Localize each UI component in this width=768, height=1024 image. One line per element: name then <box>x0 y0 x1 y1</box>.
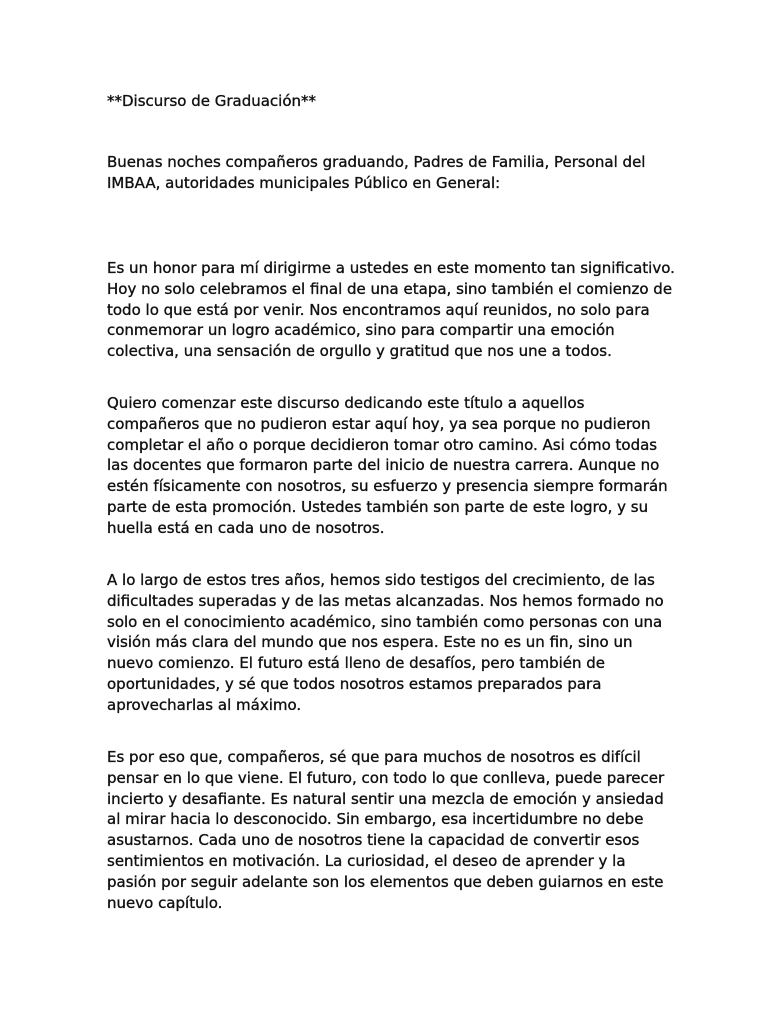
body-paragraph-1: Es un honor para mí dirigirme a ustedes en este momento tan significativo. Hoy no solo celebramos el final de una etapa, sino también el comienzo de todo lo que está por venir. Nos encontramos aquí reunidos, no solo para conmemorar un logro académico, sino para compartir una emoción colectiva, una sensación de orgullo y gratitud que nos une a todos. <box>107 259 675 361</box>
body-paragraph-4: Es por eso que, compañeros, sé que para muchos de nosotros es difícil pensar en lo que viene. El futuro, con todo lo que conlleva, puede parecer incierto y desafiante. Es natural sentir una mezcla de emoción y ansiedad al mirar hacia lo desconocido. Sin embargo, esa incertidumbre no debe asustarnos. Cada uno de nosotros tiene la capacidad de convertir esos sentimientos en motivación. La curiosidad, el deseo de aprender y la pasión por seguir adelante son los elementos que deben guiarnos en este nuevo capítulo. <box>107 748 665 912</box>
body-paragraph-2: Quiero comenzar este discurso dedicando este título a aquellos compañeros que no pudieron estar aquí hoy, ya sea porque no pudieron completar el año o porque decidieron tomar otro camino. Asi cómo todas las docentes que formaron parte del inicio de nuestra carrera. Aunque no estén físicamente con nosotros, su esfuerzo y presencia siempre formarán parte de esta promoción. Ustedes también son parte de este logro, y su huella está en cada uno de nosotros. <box>107 394 668 537</box>
greeting-paragraph: Buenas noches compañeros graduando, Padres de Familia, Personal del IMBAA, autoridades municipales Público en General: <box>107 153 646 192</box>
document-title: **Discurso de Graduación** <box>107 92 317 110</box>
body-paragraph-3: A lo largo de estos tres años, hemos sido testigos del crecimiento, de las dificultades superadas y de las metas alcanzadas. Nos hemos formado no solo en el conocimiento académico, sino también como personas con una visión más clara del mundo que nos espera. Este no es un fin, sino un nuevo comienzo. El futuro está lleno de desafíos, pero también de oportunidades, y sé que todos nosotros estamos preparados para aprovecharlas al máximo. <box>107 571 664 714</box>
